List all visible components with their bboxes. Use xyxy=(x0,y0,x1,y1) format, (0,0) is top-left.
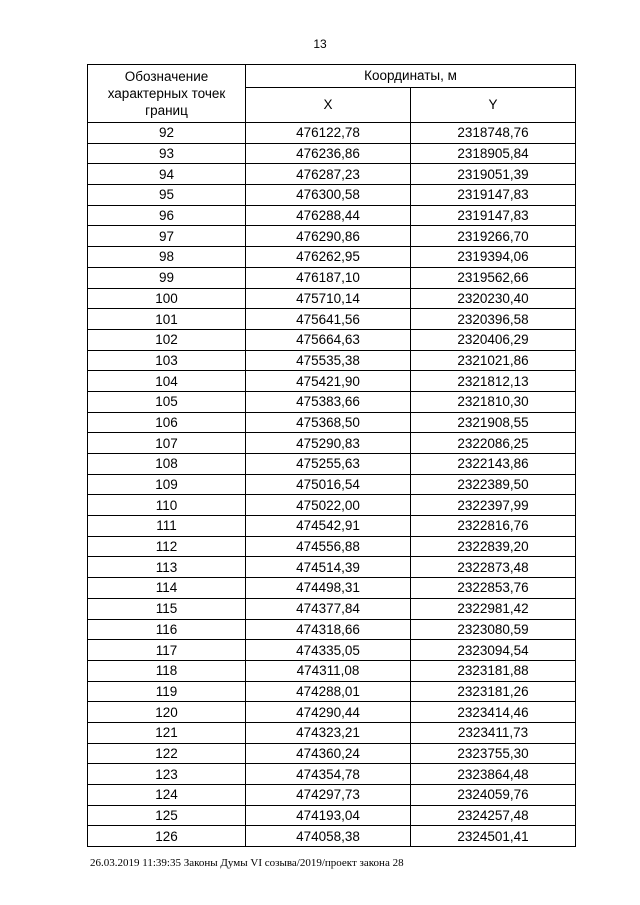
x-coordinate-cell: 474556,88 xyxy=(246,536,411,557)
header-designation: Обозначение характерных точек границ xyxy=(88,65,246,123)
y-coordinate-cell: 2322143,86 xyxy=(411,454,576,475)
point-id-cell: 97 xyxy=(88,226,246,247)
point-id-cell: 114 xyxy=(88,578,246,599)
point-id-cell: 126 xyxy=(88,826,246,847)
point-id-cell: 98 xyxy=(88,247,246,268)
point-id-cell: 99 xyxy=(88,267,246,288)
point-id-cell: 101 xyxy=(88,309,246,330)
table-row xyxy=(88,267,576,288)
point-id-cell: 109 xyxy=(88,474,246,495)
point-id-cell: 122 xyxy=(88,743,246,764)
point-id-cell: 110 xyxy=(88,495,246,516)
table-row xyxy=(88,309,576,330)
x-coordinate-cell: 475641,56 xyxy=(246,309,411,330)
point-id-cell: 115 xyxy=(88,598,246,619)
point-id-cell: 94 xyxy=(88,164,246,185)
point-id-cell: 112 xyxy=(88,536,246,557)
table-row xyxy=(88,123,576,144)
point-id-cell: 120 xyxy=(88,702,246,723)
x-coordinate-cell: 474318,66 xyxy=(246,619,411,640)
table-row xyxy=(88,143,576,164)
table-row xyxy=(88,391,576,412)
table-body xyxy=(88,123,576,847)
x-coordinate-cell: 474542,91 xyxy=(246,516,411,537)
point-id-cell: 118 xyxy=(88,660,246,681)
point-id-cell: 92 xyxy=(88,123,246,144)
y-coordinate-cell: 2323864,48 xyxy=(411,764,576,785)
point-id-cell: 93 xyxy=(88,143,246,164)
table-row xyxy=(88,805,576,826)
point-id-cell: 113 xyxy=(88,557,246,578)
point-id-cell: 121 xyxy=(88,722,246,743)
y-coordinate-cell: 2320396,58 xyxy=(411,309,576,330)
table-row xyxy=(88,598,576,619)
x-coordinate-cell: 475022,00 xyxy=(246,495,411,516)
x-coordinate-cell: 475383,66 xyxy=(246,391,411,412)
x-coordinate-cell: 474297,73 xyxy=(246,785,411,806)
table-row xyxy=(88,826,576,847)
y-coordinate-cell: 2321810,30 xyxy=(411,391,576,412)
x-coordinate-cell: 474288,01 xyxy=(246,681,411,702)
header-y: Y xyxy=(411,88,576,123)
x-coordinate-cell: 476122,78 xyxy=(246,123,411,144)
y-coordinate-cell: 2319266,70 xyxy=(411,226,576,247)
y-coordinate-cell: 2321812,13 xyxy=(411,371,576,392)
y-coordinate-cell: 2323094,54 xyxy=(411,640,576,661)
y-coordinate-cell: 2323080,59 xyxy=(411,619,576,640)
y-coordinate-cell: 2319562,66 xyxy=(411,267,576,288)
x-coordinate-cell: 476262,95 xyxy=(246,247,411,268)
table-row xyxy=(88,743,576,764)
table-row xyxy=(88,371,576,392)
table-row xyxy=(88,205,576,226)
y-coordinate-cell: 2322397,99 xyxy=(411,495,576,516)
table-row xyxy=(88,412,576,433)
table-row xyxy=(88,619,576,640)
y-coordinate-cell: 2319147,83 xyxy=(411,205,576,226)
table-row xyxy=(88,329,576,350)
point-id-cell: 105 xyxy=(88,391,246,412)
point-id-cell: 104 xyxy=(88,371,246,392)
y-coordinate-cell: 2322839,20 xyxy=(411,536,576,557)
point-id-cell: 96 xyxy=(88,205,246,226)
point-id-cell: 117 xyxy=(88,640,246,661)
x-coordinate-cell: 474514,39 xyxy=(246,557,411,578)
point-id-cell: 119 xyxy=(88,681,246,702)
point-id-cell: 108 xyxy=(88,454,246,475)
table-row xyxy=(88,433,576,454)
y-coordinate-cell: 2322853,76 xyxy=(411,578,576,599)
y-coordinate-cell: 2322086,25 xyxy=(411,433,576,454)
table-row xyxy=(88,226,576,247)
x-coordinate-cell: 476287,23 xyxy=(246,164,411,185)
table-row xyxy=(88,288,576,309)
y-coordinate-cell: 2322873,48 xyxy=(411,557,576,578)
x-coordinate-cell: 475535,38 xyxy=(246,350,411,371)
y-coordinate-cell: 2322389,50 xyxy=(411,474,576,495)
x-coordinate-cell: 475255,63 xyxy=(246,454,411,475)
coordinates-table xyxy=(87,64,576,847)
x-coordinate-cell: 476236,86 xyxy=(246,143,411,164)
y-coordinate-cell: 2322816,76 xyxy=(411,516,576,537)
y-coordinate-cell: 2324501,41 xyxy=(411,826,576,847)
table-row xyxy=(88,516,576,537)
y-coordinate-cell: 2319051,39 xyxy=(411,164,576,185)
table-row xyxy=(88,660,576,681)
y-coordinate-cell: 2323411,73 xyxy=(411,722,576,743)
table-row xyxy=(88,785,576,806)
table-row xyxy=(88,164,576,185)
x-coordinate-cell: 476187,10 xyxy=(246,267,411,288)
point-id-cell: 102 xyxy=(88,329,246,350)
point-id-cell: 116 xyxy=(88,619,246,640)
header-coordinates: Координаты, м xyxy=(246,65,576,88)
x-coordinate-cell: 474323,21 xyxy=(246,722,411,743)
table-row xyxy=(88,454,576,475)
y-coordinate-cell: 2321908,55 xyxy=(411,412,576,433)
x-coordinate-cell: 475421,90 xyxy=(246,371,411,392)
y-coordinate-cell: 2318905,84 xyxy=(411,143,576,164)
table-row xyxy=(88,185,576,206)
point-id-cell: 107 xyxy=(88,433,246,454)
point-id-cell: 123 xyxy=(88,764,246,785)
table-row xyxy=(88,681,576,702)
table-row xyxy=(88,474,576,495)
y-coordinate-cell: 2323181,88 xyxy=(411,660,576,681)
x-coordinate-cell: 475290,83 xyxy=(246,433,411,454)
y-coordinate-cell: 2324257,48 xyxy=(411,805,576,826)
point-id-cell: 106 xyxy=(88,412,246,433)
x-coordinate-cell: 476290,86 xyxy=(246,226,411,247)
table-row xyxy=(88,247,576,268)
table-row xyxy=(88,722,576,743)
y-coordinate-cell: 2319394,06 xyxy=(411,247,576,268)
table-row xyxy=(88,350,576,371)
x-coordinate-cell: 474311,08 xyxy=(246,660,411,681)
x-coordinate-cell: 474335,05 xyxy=(246,640,411,661)
point-id-cell: 125 xyxy=(88,805,246,826)
x-coordinate-cell: 475016,54 xyxy=(246,474,411,495)
x-coordinate-cell: 474377,84 xyxy=(246,598,411,619)
page-number: 13 xyxy=(313,37,327,51)
point-id-cell: 124 xyxy=(88,785,246,806)
y-coordinate-cell: 2321021,86 xyxy=(411,350,576,371)
table-row xyxy=(88,764,576,785)
y-coordinate-cell: 2323755,30 xyxy=(411,743,576,764)
y-coordinate-cell: 2318748,76 xyxy=(411,123,576,144)
y-coordinate-cell: 2323414,46 xyxy=(411,702,576,723)
header-x: X xyxy=(246,88,411,123)
x-coordinate-cell: 475710,14 xyxy=(246,288,411,309)
y-coordinate-cell: 2322981,42 xyxy=(411,598,576,619)
x-coordinate-cell: 474290,44 xyxy=(246,702,411,723)
point-id-cell: 95 xyxy=(88,185,246,206)
table-row xyxy=(88,702,576,723)
table-row xyxy=(88,640,576,661)
x-coordinate-cell: 474058,38 xyxy=(246,826,411,847)
point-id-cell: 111 xyxy=(88,516,246,537)
x-coordinate-cell: 475368,50 xyxy=(246,412,411,433)
table-row xyxy=(88,578,576,599)
x-coordinate-cell: 476288,44 xyxy=(246,205,411,226)
y-coordinate-cell: 2323181,26 xyxy=(411,681,576,702)
x-coordinate-cell: 475664,63 xyxy=(246,329,411,350)
x-coordinate-cell: 474498,31 xyxy=(246,578,411,599)
document-footer: 26.03.2019 11:39:35 Законы Думы VI созыва/2019/проект закона 28 xyxy=(90,857,404,869)
y-coordinate-cell: 2324059,76 xyxy=(411,785,576,806)
x-coordinate-cell: 476300,58 xyxy=(246,185,411,206)
x-coordinate-cell: 474354,78 xyxy=(246,764,411,785)
table-row xyxy=(88,557,576,578)
x-coordinate-cell: 474193,04 xyxy=(246,805,411,826)
table-row xyxy=(88,495,576,516)
y-coordinate-cell: 2320406,29 xyxy=(411,329,576,350)
y-coordinate-cell: 2319147,83 xyxy=(411,185,576,206)
y-coordinate-cell: 2320230,40 xyxy=(411,288,576,309)
point-id-cell: 103 xyxy=(88,350,246,371)
table-row xyxy=(88,536,576,557)
x-coordinate-cell: 474360,24 xyxy=(246,743,411,764)
point-id-cell: 100 xyxy=(88,288,246,309)
